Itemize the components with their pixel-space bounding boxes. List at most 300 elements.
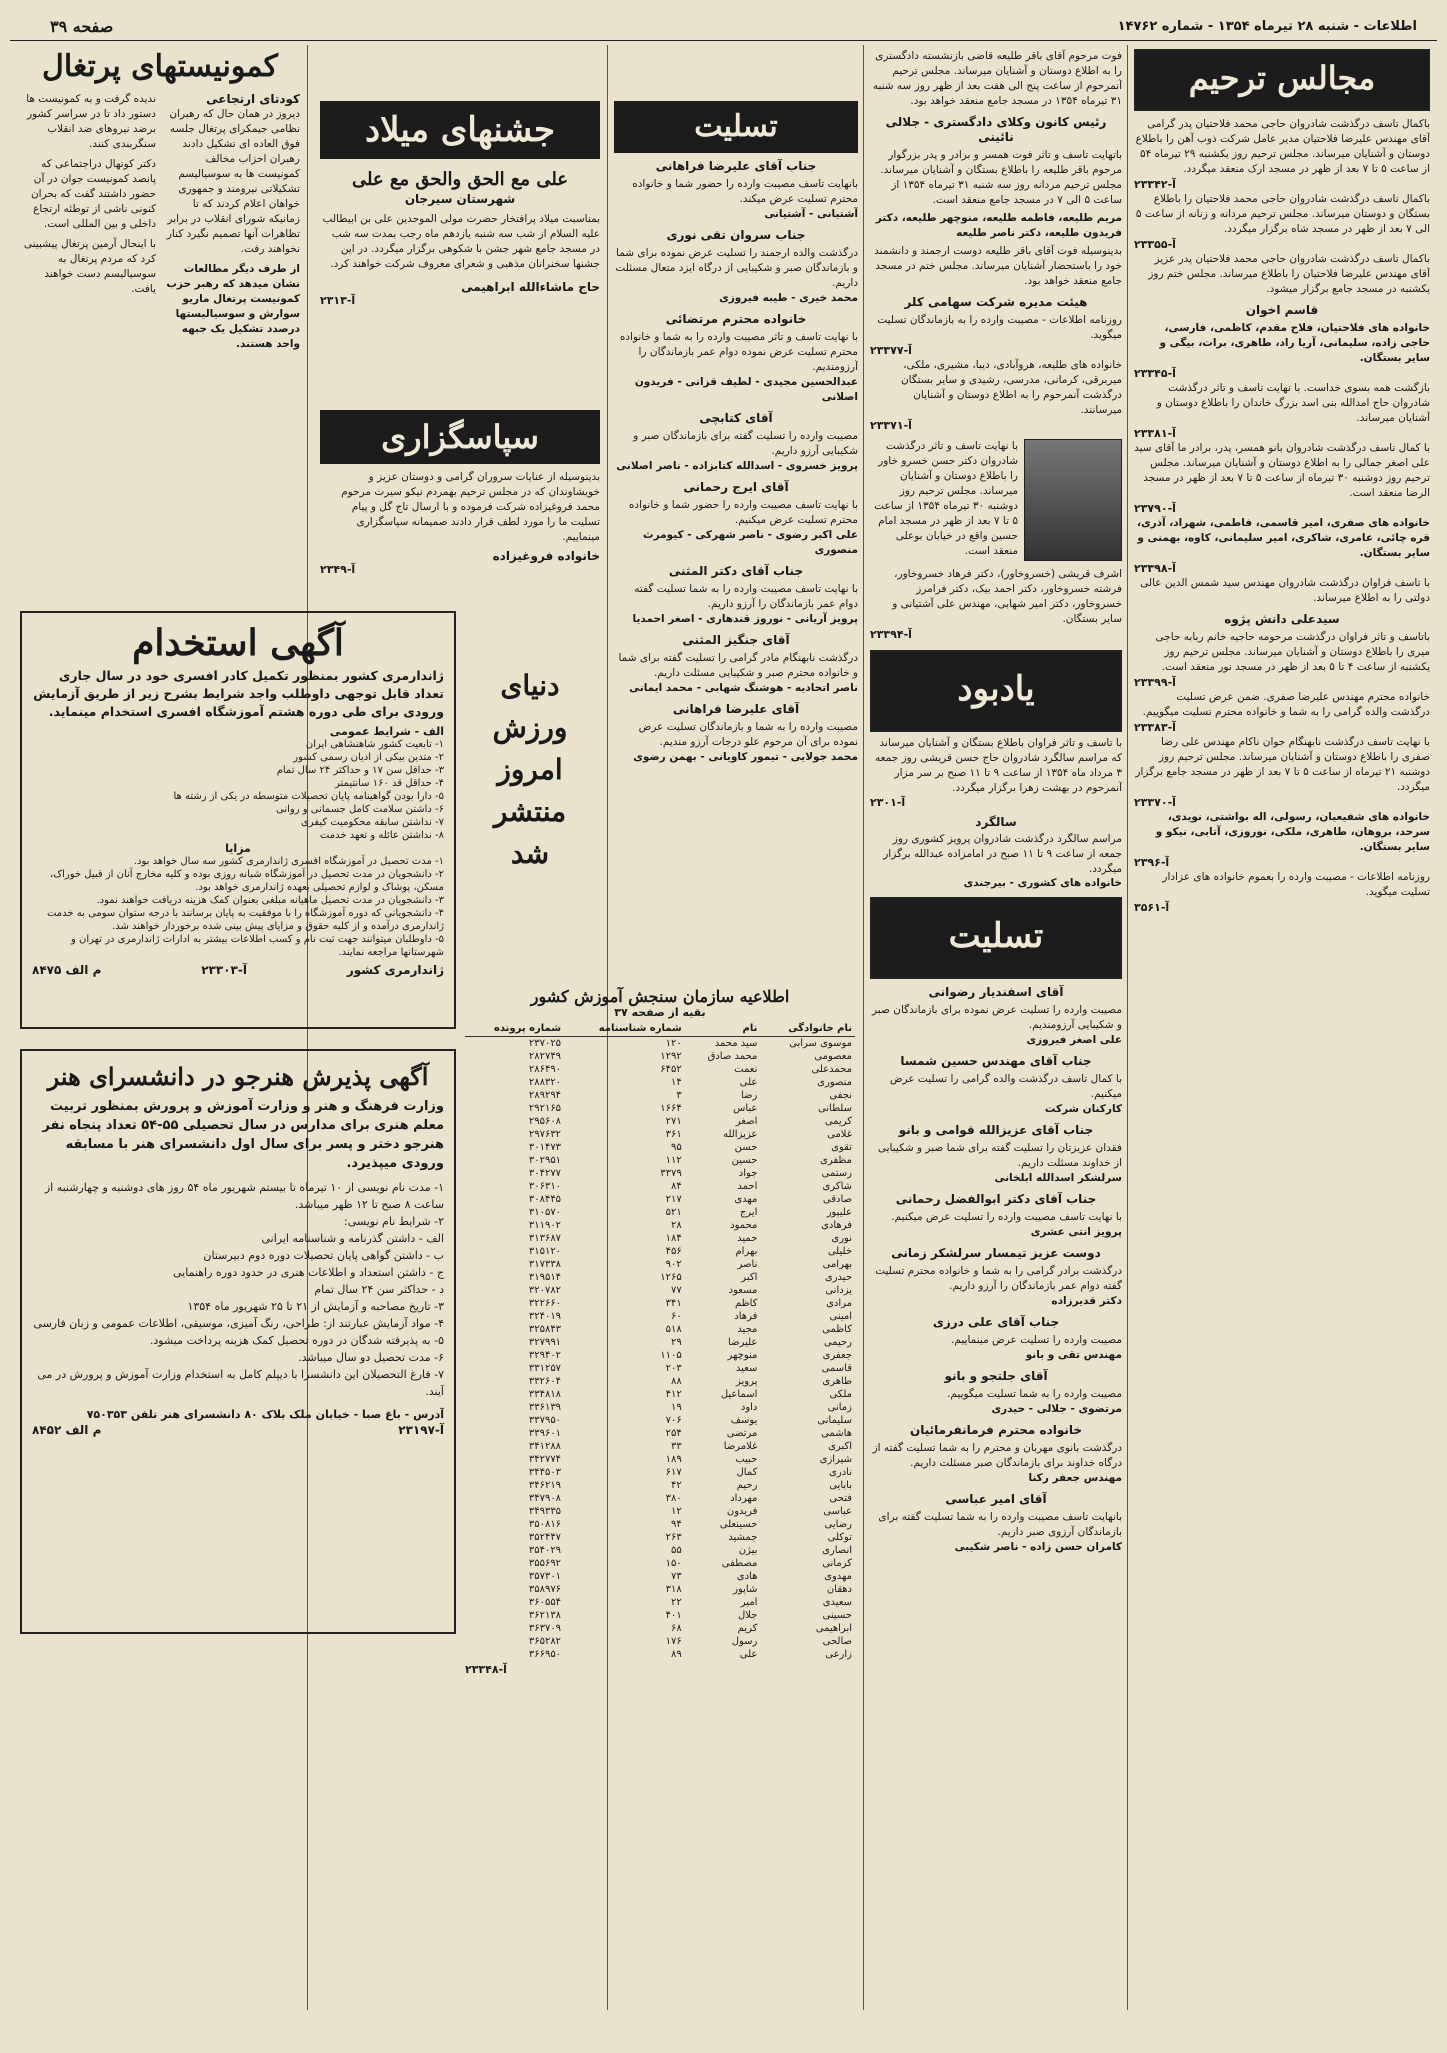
column-header: شماره پرونده — [465, 1021, 564, 1037]
table-row — [465, 1297, 855, 1310]
benefit-item: ۲- دانشجویان در مدت تحصیل در آموزشگاه شبانه روزی بوده و کلیه مخارج آنان از قبیل خوراک، مسکن، پوشاک و لوازم تحصیلی بعهده ژاندارمری خواهد بود. — [49, 869, 444, 893]
masthead-line: اطلاعات - شنبه ۲۸ تیرماه ۱۳۵۴ - شماره ۱۴۷۶۲ — [1117, 19, 1417, 34]
portrait-photo — [1024, 439, 1122, 561]
art-item: ۶- مدت تحصیل دو سال میباشد. — [298, 1351, 444, 1364]
sports-line: امروز — [497, 753, 563, 786]
table-cell: کمال — [736, 1467, 758, 1478]
table-cell: حسینعلی — [719, 1519, 758, 1530]
table-cell: ۳۶۲۱۳۸ — [528, 1610, 562, 1621]
obituary-block — [1134, 870, 1430, 915]
condolence-text: فقدان عزیزتان را تسلیت گفته برای شما صبر و شکیبایی از خداوند مسئلت داریم. — [877, 1142, 1122, 1169]
table-row — [465, 1284, 855, 1297]
table-cell: جمشید — [728, 1532, 758, 1543]
table-cell: ۵۲۱ — [665, 1207, 682, 1218]
obituary-sign: آ-۲۳۳۴۵ — [1134, 367, 1176, 380]
table-cell: سید محمد — [714, 1038, 758, 1049]
obituary-block — [870, 49, 1122, 145]
ad-code: آ-۲۳۰۱ — [870, 796, 906, 809]
table-cell: ۴۰۱ — [665, 1610, 682, 1621]
obituary-list — [1134, 117, 1430, 915]
table-cell: عباس — [733, 1103, 758, 1114]
condolence-text: با نهایت تاسف مصیبت وارده را تسلیت عرض میکنیم. — [891, 1211, 1122, 1223]
art-item: ج - داشتن استعداد و اطلاعات هنری در حدود دوره راهنمایی — [173, 1266, 444, 1279]
condolence-banner — [870, 897, 1122, 979]
table-cell: سلطانی — [817, 1103, 852, 1114]
table-cell: فرهادی — [821, 1220, 852, 1231]
table-cell: نجفی — [829, 1090, 852, 1101]
table-cell: جواد — [738, 1168, 758, 1179]
ad-address: آدرس - باغ صبا - خیابان ملک بلاک ۸۰ دانشسرای هنر تلفن ۷۵۰۳۵۳ — [86, 1408, 444, 1421]
table-cell: هادی — [736, 1571, 758, 1582]
table-cell: صالحی — [822, 1636, 852, 1647]
table-cell: ۳۰۸۴۴۵ — [528, 1194, 562, 1205]
condolence-text: بانهایت تاسف مصیبت وارده را به شما تسلیت گفته برای بازماندگان آرزوی صبر داریم. — [878, 1511, 1122, 1538]
table-cell: نادری — [829, 1467, 852, 1478]
condolence-head: آقای اسفندیار رضوانی — [928, 985, 1064, 999]
table-cell: رحیم — [736, 1480, 758, 1491]
table-cell: سعیدی — [822, 1597, 852, 1608]
obituary-text: خانواده های صفری، امیر قاسمی، فاطمی، شهراد، آذری، قره چائی، عامری، شاکری، امیر سلیمانی، کاوه، بهمنی و سایر بستگان. — [1137, 517, 1430, 559]
condolence-item — [614, 702, 858, 765]
table-cell: حبیب — [735, 1454, 758, 1465]
table-cell: ۱۵۰ — [665, 1558, 682, 1569]
table-cell: ۲۰۳ — [665, 1363, 682, 1374]
hiring-ad — [20, 611, 456, 1029]
table-cell: ۷۰۶ — [665, 1415, 682, 1426]
celebration-notice — [320, 101, 600, 401]
table-row — [465, 1388, 855, 1401]
table-cell: رضا — [741, 1090, 758, 1101]
obituary-block — [1134, 576, 1430, 627]
table-cell: ۳۶۶۹۵۰ — [528, 1649, 562, 1660]
condolence-head: جناب آقای علیرضا فراهانی — [655, 159, 817, 173]
table-row — [465, 1128, 855, 1141]
table-cell: کریم — [737, 1623, 758, 1634]
table-cell: عباسی — [823, 1506, 852, 1517]
table-row — [465, 1206, 855, 1219]
table-cell: ۳۴۲۷۷۴ — [528, 1454, 562, 1465]
obituary-text: با نهایت تاسف درگذشت نابهنگام جوان ناکام مهندس علی رضا صفری را باطلاع دوستان و آشنایان میرساند. مجلس ترحیم روز دوشنبه ۲۱ تیرماه از ساعت ۵ تا ۷ بعد از ظهر در مسجد جامع برگزار میگردد. — [1135, 736, 1430, 793]
table-cell: ۳۲۴۰۱۹ — [528, 1311, 562, 1322]
table-cell: ۱۸۴ — [665, 1233, 682, 1244]
table-row — [465, 1076, 855, 1089]
condition-item: ۲- متدین بیکی از ادیان رسمی کشور — [293, 752, 444, 763]
table-cell: مرادی — [826, 1298, 852, 1309]
anniversary-text: مراسم سالگرد درگذشت شادروان پرویز کشوری روز جمعه از ساعت ۹ تا ۱۱ صبح در امامزاده عبدالله برگزار میگردد. — [883, 833, 1122, 875]
condolence-head: جناب آقای علی درزی — [932, 1315, 1060, 1329]
table-cell: امیر — [740, 1597, 758, 1608]
obituary-sign: آ-۲۳۳۸۳ — [1134, 721, 1176, 734]
table-cell: ۲۷۱ — [665, 1116, 682, 1127]
table-cell: ۳۳۷۹ — [660, 1168, 682, 1179]
obituary-block — [870, 148, 1122, 241]
obituary-sign: آ-۲۳۳۷۱ — [870, 419, 912, 432]
table-cell: ابراهیمی — [815, 1623, 852, 1634]
table-cell: ۳۸۰ — [665, 1493, 682, 1504]
table-cell: قاسمی — [821, 1363, 852, 1374]
ad-title: آگهی استخدام — [132, 622, 344, 664]
obituary-text: اشرف قریشی (خسروخاور)، دکتر فرهاد خسروخاور، فرشته خسروخاور، دکتر احمد بیک، دکتر فرامرز خسروخاور، دکتر امیر شهابی، مهندس علی آشتیانی و سایر بستگان. — [892, 568, 1122, 625]
table-cell: ۳۴۶۲۱۹ — [528, 1480, 562, 1491]
table-cell: ۲۳۷۰۲۵ — [528, 1038, 562, 1049]
table-cell: یوسف — [730, 1415, 758, 1426]
condition-item: ۴- حداقل قد ۱۶۰ سانتیمتر — [335, 778, 444, 789]
table-cell: محمود — [730, 1220, 758, 1231]
table-cell: رستمی — [821, 1168, 852, 1179]
condolence-sign: آشتیانی - آشتیانی — [764, 208, 858, 220]
table-cell: کرمانی — [822, 1558, 852, 1569]
table-cell: بیژن — [738, 1545, 758, 1556]
condolence-item — [870, 1192, 1122, 1240]
benefit-item: ۵- داوطلبان میتوانند جهت ثبت نام و کسب اطلاعات بیشتر به ادارات ژاندارمری در تهران و شهرستانها مراجعه نمایند. — [70, 934, 444, 958]
obituary-text: باتهایت تاسف و تاثر فوت همسر و برادر و پدر بزرگوار مرحوم باقر طلیعه را باطلاع بستگان و آشنایان میرساند. مجلس ترحیم مردانه روز سه شنبه ۳۱ تیرماه ۱۳۵۴ از ساعت ۵ الی ۷ در مسجد جامع منعقد است. — [880, 149, 1122, 206]
condolence-text: مصیبت وارده را به شما و بازماندگان تسلیت عرض نموده برای آن مرحوم علو درجات آرزو مندیم. — [638, 721, 858, 748]
table-cell: مجید — [737, 1324, 758, 1335]
ad-code: آ-۲۳۴۹ — [320, 563, 356, 576]
ad-intro: ژاندارمری کشور بمنظور تکمیل کادر افسری خود در سال جاری تعداد قابل توجهی داوطلب واجد شرایط بشرح زیر از طریق آزمایش ورودی برای طی دوره هشتم آموزشگاه افسری استخدام مینماید. — [33, 668, 444, 719]
table-cell: ۳۲۹۴۰۲ — [528, 1350, 562, 1361]
table-cell: ۳۰۲۹۵۱ — [528, 1155, 562, 1166]
obituary-block — [1134, 192, 1430, 252]
table-row — [465, 1219, 855, 1232]
table-cell: مهدی — [734, 1194, 758, 1205]
table-row — [465, 1115, 855, 1128]
table-cell: سعید — [735, 1363, 758, 1374]
obituary-block — [1134, 321, 1430, 381]
table-cell: محمد صادق — [707, 1051, 758, 1062]
table-row — [465, 1401, 855, 1414]
table-cell: جعفری — [822, 1350, 852, 1361]
obituary-block — [1134, 690, 1430, 735]
obituary-sign: سیدعلی دانش پژوه — [1224, 612, 1340, 626]
obituary-column-d — [1134, 49, 1430, 2017]
table-cell: مظفری — [820, 1155, 852, 1166]
table-cell: ۳۴۱۲۸۸ — [528, 1441, 562, 1452]
art-school-ad — [20, 1049, 456, 1634]
table-row — [465, 1362, 855, 1375]
table-cell: یزدانی — [825, 1285, 852, 1296]
table-cell: ۲۱۷ — [665, 1194, 682, 1205]
obituary-block — [1134, 630, 1430, 690]
table-cell: ۱۲۹۲ — [660, 1051, 682, 1062]
condolence-sign: عبدالحسین مجیدی - لطیف قزانی - فریدون اصلانی — [634, 376, 858, 403]
column-header: نام — [685, 1021, 761, 1037]
condolence-text: درگذشت نابهنگام مادر گرامی را تسلیت گفته برای شما و خانواده محترم صبر و شکیبایی مسئلت داریم. — [618, 652, 858, 679]
table-cell: ۳۵۵۶۹۲ — [528, 1558, 562, 1569]
table-cell: ۶۱۷ — [665, 1467, 682, 1478]
table-cell: کاظم — [734, 1298, 758, 1309]
condolence-item — [870, 1315, 1122, 1363]
table-cell: شاپور — [733, 1584, 758, 1595]
table-cell: ناصر — [737, 1259, 758, 1270]
table-cell: ۵۵ — [671, 1545, 682, 1556]
table-row — [465, 1245, 855, 1258]
table-cell: ۲۸۲۷۴۹ — [528, 1051, 562, 1062]
table-cell: علی — [739, 1649, 758, 1660]
table-cell: محمدعلی — [811, 1064, 852, 1075]
condolence-head: آقای کتابچی — [699, 411, 773, 425]
obituary-sign: آ-۲۳۳۷۰ — [1134, 796, 1176, 809]
table-cell: فریدون — [726, 1506, 758, 1517]
table-cell: ۲۹۷۶۳۲ — [528, 1129, 562, 1140]
table-cell: ۳۱۱۹۰۲ — [528, 1220, 562, 1231]
table-cell: ۳۲۷۹۹۱ — [528, 1337, 562, 1348]
condolence-sign: علی اکبر رضوی - ناصر شهرکی - کیومرث منصوری — [643, 529, 858, 556]
ad-title: آگهی پذیرش هنرجو در دانشسرای هنر — [47, 1062, 429, 1091]
table-row — [465, 1323, 855, 1336]
obituary-text: باکمال تاسف درگذشت شادروان حاجی محمد فلاحتیان پدر عزیز آقای مهندس علیرضا فلاحتیان را باطلاع میرساند. مجلس ختم روز یکشنبه در مسجد جامع برگزار میشود. — [1148, 253, 1430, 295]
condolence-list — [870, 985, 1122, 1555]
table-cell: حسین — [731, 1155, 758, 1166]
condolence-item — [614, 480, 858, 558]
table-row — [465, 1102, 855, 1115]
condolence-head: آقای جنگیز المثنی — [682, 633, 790, 647]
table-row — [465, 1349, 855, 1362]
table-cell: ۳۰۴۲۷۷ — [528, 1168, 562, 1179]
results-table — [465, 1021, 855, 1661]
table-cell: ۳۵۸۹۷۶ — [528, 1584, 562, 1595]
table-cell: فرهاد — [734, 1311, 758, 1322]
portugal-article — [20, 49, 300, 629]
table-row — [465, 1180, 855, 1193]
table-cell: غلامرضا — [723, 1441, 758, 1452]
table-row — [465, 1453, 855, 1466]
notice-place: شهرستان سیرجان — [404, 192, 516, 206]
condolence-text: با نهایت تاسف و تاثر مصیبت وارده را به شما و خانواده محترم تسلیت عرض نموده دوام عمر بازماندگان را آرزومندیم. — [619, 331, 858, 373]
obituary-text: با تاسف فراوان درگذشت شادروان مهندس سید شمس الدین عالی دولتی را به اطلاع میرساند. — [1140, 577, 1430, 604]
obituary-block — [1134, 441, 1430, 516]
article-paragraph: از طرف دیگر مطالعات نشان میدهد که رهبر حزب کمونیست پرتغال ماریو سوارش و سوسیالیستها درصدد تشکیل یک جبهه واحد هستند. — [166, 263, 300, 350]
table-row — [465, 1492, 855, 1505]
table-cell: ۴۵۶ — [665, 1246, 682, 1257]
obituary-sign: آ-۲۳۳۹۹ — [1134, 676, 1176, 689]
ad-ref: م الف ۸۴۷۵ — [32, 963, 102, 977]
condolence-text: مصیبت وارده را تسلیت عرض مینماییم. — [951, 1334, 1122, 1346]
table-cell: ۳۶۵۲۸۲ — [528, 1636, 562, 1647]
benefits-list — [32, 855, 444, 959]
condition-item: ۵- دارا بودن گواهینامه پایان تحصیلات متوسطه در یکی از رشته ها — [173, 791, 444, 802]
memorial-banner — [870, 650, 1122, 732]
ad-section-title: الف - شرایط عمومی — [329, 725, 444, 738]
sports-notice — [465, 665, 595, 885]
condolence-item — [614, 228, 858, 306]
exam-results — [465, 987, 855, 2017]
table-row — [465, 1622, 855, 1635]
table-cell: حسینی — [822, 1610, 852, 1621]
table-cell: نوری — [831, 1233, 852, 1244]
table-cell: حسن — [734, 1142, 758, 1153]
column-header: نام خانوادگی — [760, 1021, 855, 1037]
article-paragraph: با اینحال آرمین پرتغال پیشبینی کرد که مردم پرتغال به سوسیالیسم دست خواهند یافت. — [23, 238, 156, 295]
table-cell: بابایی — [829, 1480, 852, 1491]
condolence-item — [870, 1423, 1122, 1486]
table-row — [465, 1154, 855, 1167]
table-cell: ۳۳۱۲۵۷ — [528, 1363, 562, 1374]
table-cell: ۱۴ — [671, 1077, 682, 1088]
notice-title: تسلیت — [872, 899, 1120, 973]
table-cell: منصوری — [817, 1077, 852, 1088]
table-cell: ۶۰ — [671, 1311, 682, 1322]
condition-item: ۳- حداقل سن ۱۷ و حداکثر ۲۴ سال تمام — [276, 765, 444, 776]
obituary-sign: آ-۲۳۳۸۱ — [1134, 427, 1176, 440]
obituary-sign: آ-۲۳۳۹۴ — [870, 628, 912, 641]
condolence-sign: مهندس تقی و بانو — [1025, 1349, 1122, 1361]
obituary-sign: رئیس کانون وکلای دادگستری - جلالی نائینی — [885, 115, 1107, 144]
condolence-column — [614, 101, 858, 981]
table-row — [465, 1479, 855, 1492]
condolence-item — [870, 1492, 1122, 1555]
memorial-services-banner — [1134, 49, 1430, 111]
condition-item: ۷- نداشتن سابقه محکومیت کیفری — [300, 817, 444, 828]
art-item: الف - داشتن گذرنامه و شناسنامه ایرانی — [261, 1232, 444, 1245]
thanks-notice — [320, 410, 600, 595]
conditions-list — [32, 738, 444, 842]
table-cell: غلامی — [827, 1129, 852, 1140]
table-cell: ۲۵۴ — [665, 1428, 682, 1439]
table-cell: ۱۸۹ — [665, 1454, 682, 1465]
table-cell: ۱۶۶۴ — [660, 1103, 682, 1114]
table-cell: توکلی — [827, 1532, 852, 1543]
table-cell: ۳۳ — [671, 1441, 682, 1452]
art-item: د - حداکثر سن ۲۴ سال تمام — [314, 1283, 444, 1296]
table-row — [465, 1375, 855, 1388]
table-cell: ۳۴۷۹۰۸ — [528, 1493, 562, 1504]
table-cell: ۱۲۶۵ — [660, 1272, 682, 1283]
ad-section-title: مزایا — [225, 842, 251, 855]
table-cell: ۳۶۳۷۰۹ — [528, 1623, 562, 1634]
condolence-sign: محمد خیری - طیبه فیروزی — [719, 292, 858, 304]
table-cell: ۲۹۲۱۶۵ — [528, 1103, 562, 1114]
table-cell: مهدوی — [824, 1571, 852, 1582]
table-cell: امینی — [829, 1311, 852, 1322]
condolence-head: آقای امیر عباسی — [945, 1492, 1047, 1506]
table-cell: ۳۴۹۳۳۵ — [528, 1506, 562, 1517]
table-cell: ۵۱۸ — [665, 1324, 682, 1335]
table-row — [465, 1414, 855, 1427]
sports-line: دنیای — [500, 669, 560, 702]
condolence-head: آقای جلتجو و بانو — [944, 1369, 1048, 1383]
art-item: ۳- تاریخ مصاحبه و آزمایش از ۲۱ تا ۲۵ شهریور ماه ۱۳۵۴ — [187, 1300, 444, 1313]
obituary-block — [870, 313, 1122, 358]
table-cell: ۲۶۳ — [665, 1532, 682, 1543]
table-cell: ۳۴۴۵۰۳ — [528, 1467, 562, 1478]
table-row — [465, 1648, 855, 1661]
obituary-text: خانواده های فلاحتیان، فلاح مقدم، کاظمی، فارسی، حاجی زاده، سلیمانی، آریا راد، طاهری، برات، بیگی و سایر بستگان. — [1159, 322, 1430, 364]
table-cell: زمانی — [827, 1402, 852, 1413]
condolence-text: با کمال تاسف درگذشت والده گرامی را تسلیت عرض میکنیم. — [889, 1073, 1122, 1100]
table-row — [465, 1089, 855, 1102]
condolence-item — [870, 985, 1122, 1048]
condolence-item — [870, 1054, 1122, 1117]
table-cell: ۱۱۰۵ — [660, 1350, 682, 1361]
table-cell: ۷۷ — [671, 1285, 682, 1296]
table-cell: داود — [740, 1402, 758, 1413]
condolence-item — [614, 312, 858, 405]
table-row — [465, 1583, 855, 1596]
table-cell: مرتضی — [726, 1428, 758, 1439]
table-cell: ۳۱۹۵۱۴ — [528, 1272, 562, 1283]
table-cell: ۳۰۶۳۱۰ — [528, 1181, 562, 1192]
table-cell: ۶۸ — [671, 1623, 682, 1634]
table-cell: ۸۴ — [671, 1181, 682, 1192]
results-title: اطلاعیه سازمان سنجش آموزش کشور — [530, 987, 790, 1006]
column-rule — [1127, 45, 1128, 2010]
table-cell: ۲۹ — [671, 1337, 682, 1348]
table-row — [465, 1609, 855, 1622]
anniversary-sign: خانواده های کشوری - بیرجندی — [963, 877, 1122, 889]
column-rule — [863, 45, 864, 2010]
art-item: ۲- شرایط نام نویسی: — [344, 1215, 444, 1228]
condolence-text: مصیبت وارده را تسلیت گفته برای بازماندگان صبر و شکیبایی آرزو داریم. — [633, 430, 858, 457]
condition-item: ۸- نداشتن عائله و تعهد خدمت — [319, 830, 444, 841]
column-title: مجالس ترحیم — [1136, 51, 1428, 105]
table-cell: ۱۹ — [671, 1402, 682, 1413]
obituary-block — [1134, 810, 1430, 870]
art-item: ۱- مدت نام نویسی از ۱۰ تیرماه تا بیستم شهریور ماه ۵۴ روز های دوشنبه و چهارشنبه از ساعت ۸ صبح تا ۱۲ ظهر میباشد. — [44, 1181, 444, 1211]
benefit-item: ۳- دانشجویان در مدت تحصیل ماهیانه مبلغی بعنوان کمک هزینه دریافت خواهند نمود. — [96, 895, 444, 906]
obituary-sign: آ-۲۳۳۹۸ — [1134, 562, 1176, 575]
table-cell: ۳۱۷۳۳۸ — [528, 1259, 562, 1270]
table-cell: علیپور — [826, 1207, 852, 1218]
table-cell: سلیمانی — [817, 1415, 852, 1426]
table-cell: ۱۷۶ — [665, 1636, 682, 1647]
condolence-head: دوست عزیز تیمسار سرلشکر زمانی — [891, 1246, 1101, 1260]
table-cell: کریمی — [824, 1116, 852, 1127]
ad-intro: وزارت فرهنگ و هنر و وزارت آموزش و پرورش بمنظور تربیت معلم هنری برای مدارس در سال تحصیلی ۵۵-۵۴ تعداد پنجاه نفر هنرجو دختر و پسر برای سال اول دانشسرای هنر با مسابقه ورودی میپذیرد. — [42, 1099, 444, 1171]
table-row — [465, 1167, 855, 1180]
table-row — [465, 1505, 855, 1518]
condolence-item — [614, 159, 858, 222]
table-row — [465, 1518, 855, 1531]
table-cell: ۲۸۶۴۹۰ — [528, 1064, 562, 1075]
condolence-sign: پرویز خسروی - اسدالله کتابزاده - ناصر اصلانی — [616, 460, 858, 472]
table-cell: ۳۶۱ — [665, 1129, 682, 1140]
obituary-text: خانواده های شفیعیان، رسولی، اله بواشتی، نویدی، سرحد، بروهان، طاهری، ملکی، نوروزی، آتابی، نیکو و سایر بستگان. — [1155, 811, 1430, 853]
ad-code: آ-۲۳۳۴۸ — [465, 1663, 507, 1676]
table-cell: ۸۸ — [671, 1376, 682, 1387]
table-cell: رضایی — [824, 1519, 852, 1530]
benefit-item: ۱- مدت تحصیل در آموزشگاه افسری ژاندارمری کشور سه سال خواهد بود. — [133, 856, 444, 867]
table-cell: ۳۳۹۶۰۱ — [528, 1428, 562, 1439]
table-cell: ۳۵۲۴۴۷ — [528, 1532, 562, 1543]
notice-signer: حاج ماشاءالله ابراهیمی — [461, 280, 600, 294]
column-header: شماره شناسنامه — [564, 1021, 685, 1037]
condolence-sign: پرویز آریانی - نوروز قندهاری - اصغر احمدیا — [632, 613, 858, 625]
table-cell: طاهری — [822, 1376, 852, 1387]
condolence-head: جناب آقای مهندس حسین شمسا — [900, 1054, 1092, 1068]
obituary-block — [870, 567, 1122, 642]
art-item: ب - داشتن گواهی پایان تحصیلات دوره دوم دبیرستان — [203, 1249, 444, 1262]
table-cell: ۱۲۰ — [665, 1038, 682, 1049]
table-cell: ۳۵۰۸۱۶ — [528, 1519, 562, 1530]
table-cell: زارعی — [825, 1649, 852, 1660]
table-cell: ۳۳۴۸۱۸ — [528, 1389, 562, 1400]
obituary-text: بازگشت همه بسوی خداست. با نهایت تاسف و تاثر درگذشت شادروان حاج امدالله بنی اسد بزرگ خاندان را باطلاع دوستان و آشنایان میرساند. — [1156, 382, 1430, 424]
obituary-sign: مریم طلیعه، فاطمه طلیعه، منوچهر طلیعه، دکتر فریدون طلیعه، دکتر ناصر طلیعه — [875, 212, 1122, 239]
condolence-text: مصیبت وارده را تسلیت عرض نموده برای بازماندگان صبر و شکیبایی آرزومندیم. — [872, 1004, 1122, 1031]
condolence-sign: مرتضوی - جلالی - حیدری — [991, 1403, 1122, 1415]
condolence-item — [870, 1246, 1122, 1309]
condolence-sign: ناصر اتحادیه - هوشنگ شهابی - محمد ایمانی — [629, 682, 858, 694]
table-header-row — [465, 1021, 855, 1037]
condolence-sign: پرویز انتی عشری — [1030, 1226, 1122, 1238]
condolence-head: جناب سروان تقی نوری — [666, 228, 806, 242]
table-cell: ۳۵۷۳۰۱ — [528, 1571, 562, 1582]
ad-code: آ-۲۳۱۹۷ — [398, 1423, 444, 1437]
obituary-text: خانواده محترم مهندس علیرضا صفری. ضمن عرض تسلیت درگذشت والده گرامی را به شما و خانواده محترم تسلیت میگوییم. — [1142, 691, 1430, 718]
table-cell: بهرام — [735, 1246, 758, 1257]
sports-line: ورزش — [492, 711, 568, 744]
